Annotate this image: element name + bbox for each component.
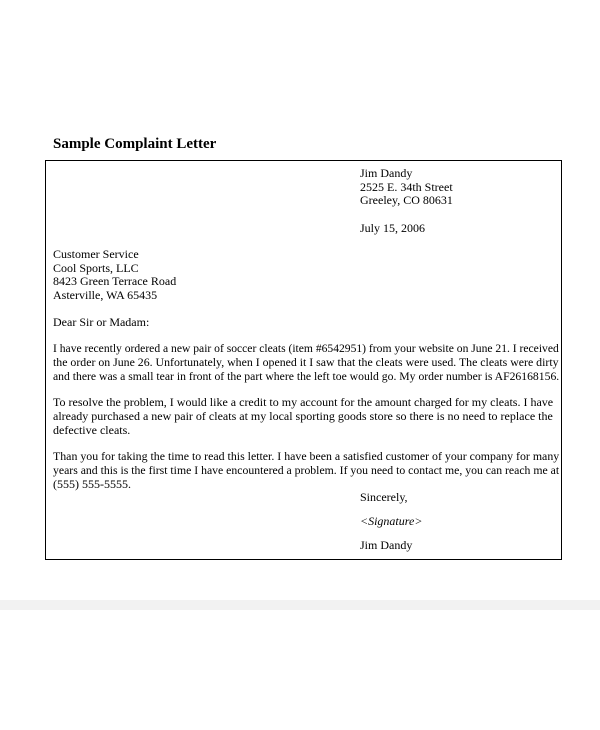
sender-name: Jim Dandy [360,166,413,180]
document-title: Sample Complaint Letter [53,136,217,152]
letter-date: July 15, 2006 [360,221,426,235]
signature-placeholder: <Signature> [360,514,423,528]
paragraph-1-line-3: and there was a small tear in front of the part where the left toe would go. My order number is AF26168156. [53,369,560,383]
recipient-department: Customer Service [53,247,139,261]
sender-street: 2525 E. 34th Street [360,180,453,194]
paragraph-3-line-1: Than you for taking the time to read this letter. I have been a satisfied customer of your company for many [53,449,560,463]
signer-name: Jim Dandy [360,538,413,552]
salutation: Dear Sir or Madam: [53,315,150,329]
paragraph-3-line-2: years and this is the first time I have encountered a problem. If you need to contact me, you can reach me at [53,463,560,477]
paragraph-1-line-2: the order on June 26. Unfortunately, when I opened it I saw that the cleats were used. The cleats were dirty [53,355,559,369]
next-page-area [0,610,600,730]
recipient-company: Cool Sports, LLC [53,261,139,275]
page-separator [0,600,600,610]
paragraph-2-line-1: To resolve the problem, I would like a credit to my account for the amount charged for my cleats. I have [53,395,554,409]
recipient-city: Asterville, WA 65435 [53,288,158,302]
paragraph-1-line-1: I have recently ordered a new pair of soccer cleats (item #6542951) from your website on June 21. I received [53,341,559,355]
paragraph-2-line-2: already purchased a new pair of cleats at my local sporting goods store so there is no need to replace the [53,409,553,423]
closing: Sincerely, [360,490,408,504]
paragraph-2-line-3: defective cleats. [53,423,131,437]
recipient-street: 8423 Green Terrace Road [53,274,177,288]
sender-city: Greeley, CO 80631 [360,193,453,207]
letter-frame [45,160,562,560]
paragraph-3-line-3: (555) 555-5555. [53,477,131,491]
